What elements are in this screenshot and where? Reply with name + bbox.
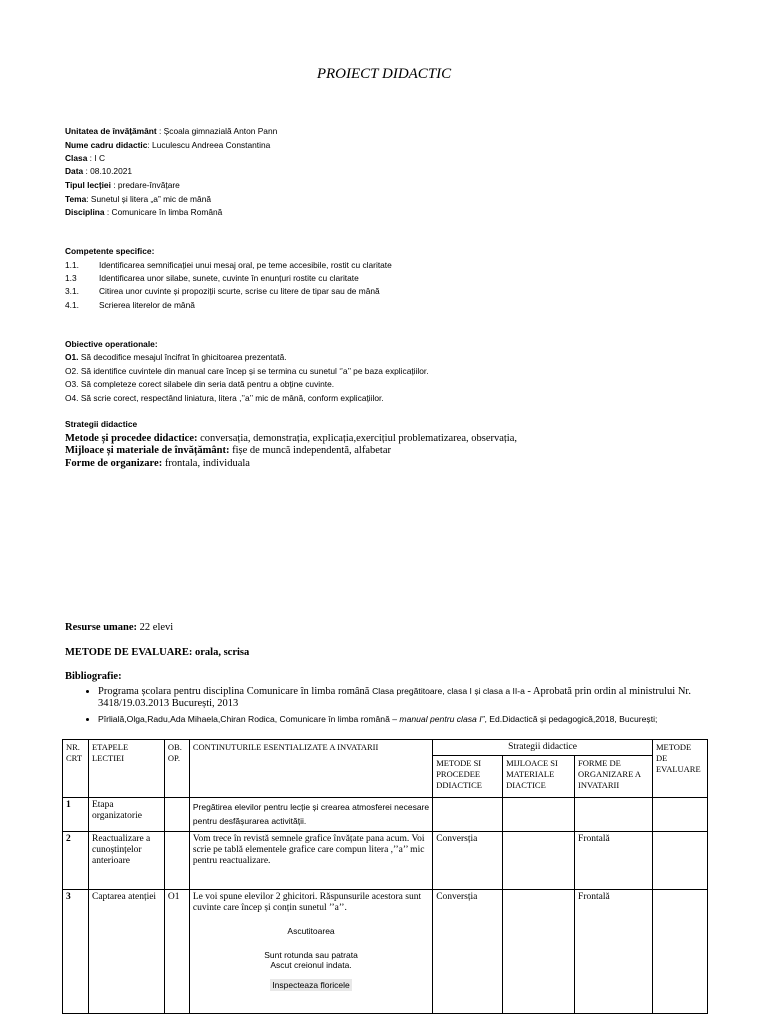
- table-row: [63, 798, 708, 832]
- cell-continut: Vom trece în revistă semnele grafice învățate pana acum. Voi scrie pe tablă elementele grafice care compun litera ,’’a’’ mic pentru reactualizare.: [189, 832, 432, 890]
- cell-ob: O1: [164, 890, 189, 1014]
- cell-evaluare: [652, 890, 707, 1014]
- cell-metode: Conversția: [433, 890, 503, 1014]
- cell-ob: [164, 832, 189, 890]
- human-resources: Resurse umane: 22 elevi: [65, 622, 174, 633]
- header-tipul-lectiei: Tipul lecției : predare-învățare: [65, 180, 180, 190]
- cell-forme: [575, 798, 653, 832]
- objective-item: O3. Să completeze corect silabele din seria dată pentru a obține cuvinte.: [65, 379, 335, 389]
- cell-nr: 1: [63, 798, 89, 832]
- cell-etapa: Reactualizare a cunoștințelor anterioare: [88, 832, 164, 890]
- objective-item: O1. Să decodifice mesajul încifrat în ghicitoarea prezentată.: [65, 352, 287, 362]
- competence-item: 3.1. Citirea unor cuvinte și propoziții scurte, scrise cu litere de tipar sau de mână: [65, 286, 380, 296]
- cell-forme: Frontală: [575, 890, 653, 1014]
- cell-etapa: Etapa organizatorie: [88, 798, 164, 832]
- header-strategii: Strategii didactice: [433, 740, 653, 756]
- header-metode-evaluare: METODE DE EVALUARE: [652, 740, 707, 798]
- competences-heading: Competente specifice:: [65, 246, 155, 256]
- strategies-heading: Strategii didactice: [65, 419, 138, 429]
- cell-continut: Pregătirea elevilor pentru lecție și crearea atmosferei necesare pentru desfășurarea activității.: [189, 798, 432, 832]
- header-clasa: Clasa : I C: [65, 153, 106, 163]
- header-etapele: ETAPELE LECTIEI: [88, 740, 164, 798]
- cell-mijloace: [503, 890, 575, 1014]
- header-mijloace: MIJLOACE SI MATERIALE DIACTICE: [503, 756, 575, 798]
- competence-item: 1.1. Identificarea semnificației unui mesaj oral, pe teme accesibile, rostit cu claritate: [65, 260, 392, 270]
- cell-mijloace: [503, 832, 575, 890]
- header-unitatea: Unitatea de învățământ : Școala gimnazială Anton Pann: [65, 126, 278, 136]
- document-title: PROIECT DIDACTIC: [316, 66, 452, 82]
- cell-mijloace: [503, 798, 575, 832]
- cell-continut-text: Le voi spune elevilor 2 ghicitori. Răspunsurile acestora sunt cuvinte care încep și conțin sunetul ’’a’’.: [192, 892, 422, 913]
- cell-metode: [433, 798, 503, 832]
- strategies-resources: Mijloace și materiale de învățământ: fișe de muncă independentă, alfabetar: [65, 445, 391, 456]
- riddle-line: Ascut creionul indata.: [270, 960, 352, 970]
- evaluation-methods: METODE DE EVALUARE: orala, scrisa: [65, 647, 250, 658]
- header-nr-crt: NR. CRT: [63, 740, 89, 798]
- objective-item: O4. Să scrie corect, respectând liniatura, litera ,’’a’’ mic de mână, conform explicațiilor.: [65, 393, 384, 403]
- competence-item: 1.3 Identificarea unor silabe, sunete, cuvinte în enunțuri rostite cu claritate: [65, 273, 359, 283]
- cell-nr: 2: [63, 832, 89, 890]
- table-header-row: [63, 740, 708, 756]
- objective-item: O2. Să identifice cuvintele din manual care încep și se termina cu sunetul ‘’a’’ pe baza explicațiilor.: [65, 366, 429, 376]
- cell-forme: Frontală: [575, 832, 653, 890]
- cell-evaluare: [652, 798, 707, 832]
- cell-metode: Conversția: [433, 832, 503, 890]
- strategies-forms: Forme de organizare: frontala, individuala: [65, 458, 250, 469]
- bibliography-item: • Pîrlială,Olga,Radu,Ada Mihaela,Chiran Rodica, Comunicare în limba română – manual pentru clasa I”, Ed.Didactică și pedagogică,2018, București;: [98, 714, 738, 725]
- strategies-methods: Metode și procedee didactice: conversația, demonstrația, explicația,exercițiul problematizarea, observația,: [65, 433, 518, 444]
- objectives-heading: Obiective operationale:: [65, 339, 158, 349]
- bibliography-item: • Programa școlara pentru disciplina Comunicare în limba română Clasa pregătitoare, clasa I și clasa a II-a - Aprobată prin ordin al ministrului Nr. 3418/19.03.2013 București, 2013: [98, 685, 738, 710]
- table-row: [63, 890, 708, 1014]
- bibliography-list: [66, 685, 738, 729]
- lesson-plan-table: [62, 739, 708, 1014]
- riddle-line: Sunt rotunda sau patrata: [264, 950, 358, 960]
- header-nume-cadru: Nume cadru didactic: Luculescu Andreea Constantina: [65, 140, 271, 150]
- header-metode-procedee: METODE SI PROCEDEE DDIACTICE: [433, 756, 503, 798]
- header-ob-op: OB. OP.: [164, 740, 189, 798]
- header-forme: FORME DE ORGANIZARE A INVATARII: [575, 756, 653, 798]
- header-continuturile: CONTINUTURILE ESENTIALIZATE A INVATARII: [189, 740, 432, 798]
- riddle-line-highlight: Inspecteaza floricele: [272, 980, 350, 990]
- header-disciplina: Disciplina : Comunicare în limba Română: [65, 207, 223, 217]
- header-tema: Tema: Sunetul și litera „a” mic de mână: [65, 194, 212, 204]
- cell-nr: 3: [63, 890, 89, 1014]
- cell-ob: [164, 798, 189, 832]
- bibliography-heading: Bibliografie:: [65, 671, 122, 682]
- cell-etapa: Captarea atenției: [88, 890, 164, 1014]
- table-row: [63, 832, 708, 890]
- riddle-title: Ascutitoarea: [287, 926, 335, 936]
- competence-item: 4.1. Scrierea literelor de mână: [65, 300, 195, 310]
- header-data: Data : 08.10.2021: [65, 166, 133, 176]
- cell-evaluare: [652, 832, 707, 890]
- cell-continut: [189, 890, 432, 1014]
